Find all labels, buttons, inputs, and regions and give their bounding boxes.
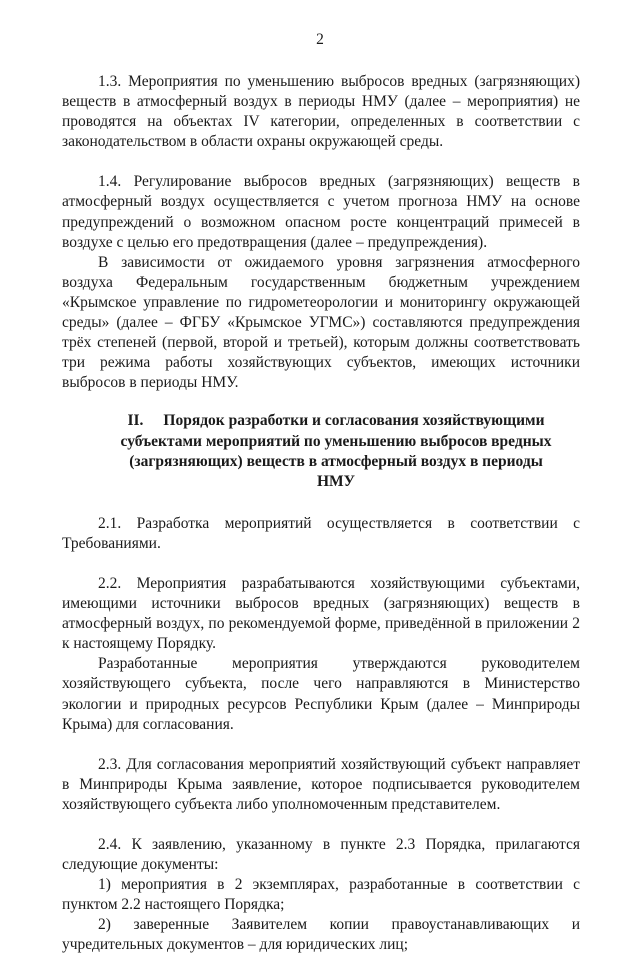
paragraph-2-4-item-1: 1) мероприятия в 2 экземплярах, разработанные в соответствии с пунктом 2.2 настоящего Порядка;	[62, 876, 580, 914]
section-number: II.	[127, 412, 144, 430]
paragraph-2-2-continued: Разработанные мероприятия утверждаются руководителем хозяйствующего субъекта, после чего направляются в Министерство экологии и природных ресурсов Республики Крым (далее – Минприроды Крыма) для согласования.	[62, 655, 580, 733]
section-title: Порядок разработки и согласования хозяйствующими субъектами мероприятий по уменьшению выбросов вредных (загрязняющих) веществ в атмосферный воздух в периоды НМУ	[120, 412, 552, 490]
paragraph-2-4: 2.4. К заявлению, указанному в пункте 2.3 Порядка, прилагаются следующие документы:	[62, 836, 580, 874]
paragraph-1-3: 1.3. Мероприятия по уменьшению выбросов вредных (загрязняющих) веществ в атмосферный воздух в периоды НМУ (далее – мероприятия) не проводятся на объектах IV категории, определенных в соответствии с законодательством в области охраны окружающей среды.	[62, 73, 580, 151]
paragraph-1-4: 1.4. Регулирование выбросов вредных (загрязняющих) веществ в атмосферный воздух осуществляется с учетом прогноза НМУ на основе предупреждений о возможном опасном росте концентраций примесей в воздухе с целью его предотвращения (далее – предупреждения).	[62, 173, 580, 251]
paragraph-2-1: 2.1. Разработка мероприятий осуществляется в соответствии с Требованиями.	[62, 514, 580, 552]
paragraph-2-4-item-2: 2) заверенные Заявителем копии правоустанавливающих и учредительных документов – для юридических лиц;	[62, 916, 580, 954]
page-number: 2	[316, 31, 324, 48]
document-body	[62, 72, 580, 956]
paragraph-2-3: 2.3. Для согласования мероприятий хозяйствующий субъект направляет в Минприроды Крыма заявление, которое подписывается руководителем хозяйствующего субъекта либо уполномоченным представителем.	[62, 755, 580, 813]
section-heading	[62, 411, 580, 491]
paragraph-2-2: 2.2. Мероприятия разрабатываются хозяйствующими субъектами, имеющими источники выбросов вредных (загрязняющих) веществ в атмосферный воздух, по рекомендуемой форме, приведённой в приложении 2 к настоящему Порядку.	[62, 574, 580, 653]
paragraph-1-4-continued: В зависимости от ожидаемого уровня загрязнения атмосферного воздуха Федеральным государственным бюджетным учреждением «Крымское управление по гидрометеорологии и мониторингу окружающей среды» (далее – ФГБУ «Крымское УГМС») составляются предупреждения трёх степеней (первой, второй и третьей), которым должны соответствовать три режима работы хозяйствующих субъектов, имеющих источники выбросов в периоды НМУ.	[62, 253, 580, 392]
